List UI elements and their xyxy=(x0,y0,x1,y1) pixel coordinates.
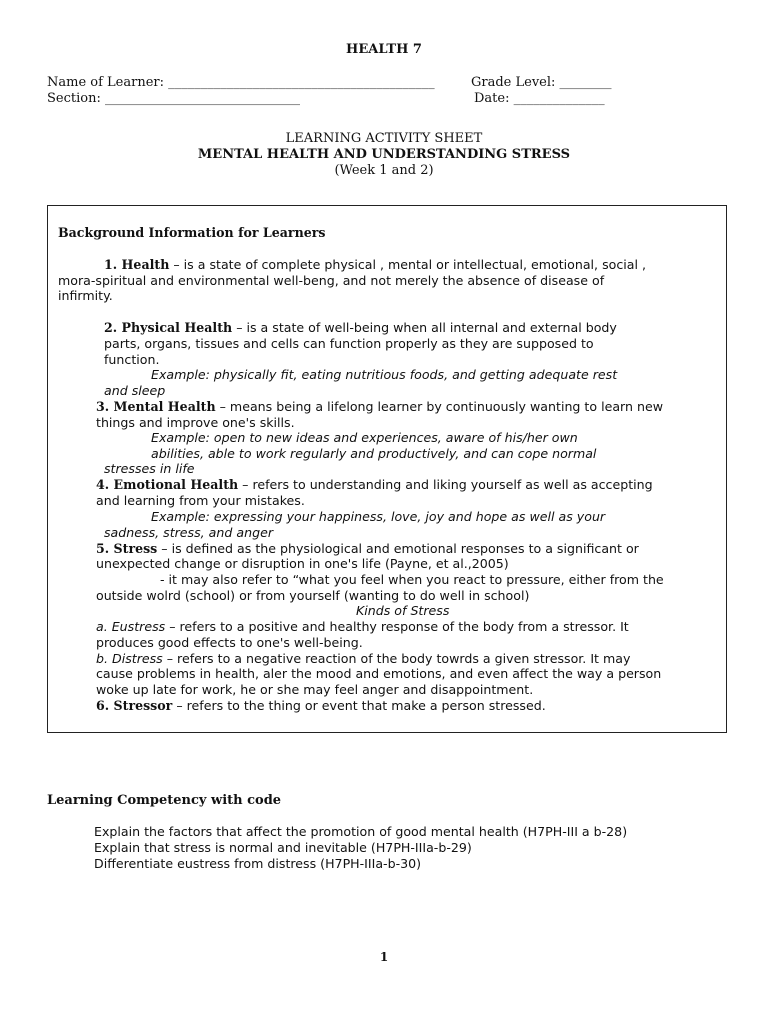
emotional-health-line-2: and learning from your mistakes. xyxy=(96,493,305,508)
sheet-type: LEARNING ACTIVITY SHEET xyxy=(285,131,483,146)
name-field: Name of Learner: _________________________________________ xyxy=(47,75,435,90)
physical-health-line-2: parts, organs, tissues and cells can function properly as they are supposed to xyxy=(104,336,594,351)
distress-term: b. Distress xyxy=(96,651,163,666)
competency-line-1: Explain the factors that affect the promotion of good mental health (H7PH-III a b-28) xyxy=(94,824,628,839)
stressor-line-1: 6. Stressor – refers to the thing or event that make a person stressed. xyxy=(96,698,546,713)
sheet-title: MENTAL HEALTH AND UNDERSTANDING STRESS xyxy=(197,147,571,162)
date-field: Date: ______________ xyxy=(474,91,605,106)
mental-health-line-1: 3. Mental Health – means being a lifelong learner by continuously wanting to learn new xyxy=(96,399,664,414)
stress-term: 5. Stress xyxy=(96,541,158,556)
health-definition-line-2: mora-spiritual and environmental well-beng, and not merely the absence of disease of xyxy=(58,273,605,288)
page-number: 1 xyxy=(379,950,389,964)
mental-health-example-2: abilities, able to work regularly and productively, and can cope normal xyxy=(151,446,597,461)
grade-level-field: Grade Level: ________ xyxy=(471,75,612,90)
stress-line-4: outside wolrd (school) or from yourself (wanting to do well in school) xyxy=(96,588,530,603)
mental-health-line-2: things and improve one's skills. xyxy=(96,415,295,430)
physical-health-example-1: Example: physically fit, eating nutritious foods, and getting adequate rest xyxy=(151,367,618,382)
section-field: Section: ______________________________ xyxy=(47,91,300,106)
eustress-line-1: a. Eustress – refers to a positive and healthy response of the body from a stressor. It xyxy=(96,619,629,634)
competency-line-3: Differentiate eustress from distress (H7PH-IIIa-b-30) xyxy=(94,856,422,871)
emotional-health-example-2: sadness, stress, and anger xyxy=(104,525,274,540)
health-term: 1. Health xyxy=(104,257,170,272)
sheet-week: (Week 1 and 2) xyxy=(334,163,434,178)
competency-line-2: Explain that stress is normal and inevitable (H7PH-IIIa-b-29) xyxy=(94,840,472,855)
stress-line-1: 5. Stress – is defined as the physiological and emotional responses to a significant or xyxy=(96,541,639,556)
eustress-term: a. Eustress xyxy=(96,619,166,634)
physical-health-term: 2. Physical Health xyxy=(104,320,233,335)
mental-health-term: 3. Mental Health xyxy=(96,399,216,414)
physical-health-line-1: 2. Physical Health – is a state of well-being when all internal and external body xyxy=(104,320,617,335)
mental-health-example-1: Example: open to new ideas and experiences, aware of his/her own xyxy=(151,430,578,445)
stress-line-3: - it may also refer to “what you feel when you react to pressure, either from the xyxy=(160,572,664,587)
distress-line-3: woke up late for work, he or she may feel anger and disappointment. xyxy=(96,682,534,697)
distress-line-2: cause problems in health, aler the mood and emotions, and even affect the way a person xyxy=(96,666,662,681)
physical-health-line-3: function. xyxy=(104,352,160,367)
emotional-health-line-1: 4. Emotional Health – refers to understanding and liking yourself as well as accepting xyxy=(96,477,653,492)
stress-line-2: unexpected change or disruption in one's life (Payne, et al.,2005) xyxy=(96,556,509,571)
health-definition-line-3: infirmity. xyxy=(58,288,113,303)
competency-heading: Learning Competency with code xyxy=(47,793,282,808)
mental-health-example-3: stresses in life xyxy=(104,461,195,476)
physical-health-example-2: and sleep xyxy=(104,383,166,398)
page-title: HEALTH 7 xyxy=(346,42,422,57)
distress-line-1: b. Distress – refers to a negative reaction of the body towrds a given stressor. It may xyxy=(96,651,631,666)
emotional-health-term: 4. Emotional Health xyxy=(96,477,239,492)
eustress-line-2: produces good effects to one's well-being. xyxy=(96,635,363,650)
health-definition-line-1: 1. Health – is a state of complete physical , mental or intellectual, emotional, social , xyxy=(104,257,646,272)
kinds-of-stress-heading: Kinds of Stress xyxy=(356,603,450,618)
emotional-health-example-1: Example: expressing your happiness, love, joy and hope as well as your xyxy=(151,509,606,524)
background-heading: Background Information for Learners xyxy=(58,225,326,240)
stressor-term: 6. Stressor xyxy=(96,698,173,713)
